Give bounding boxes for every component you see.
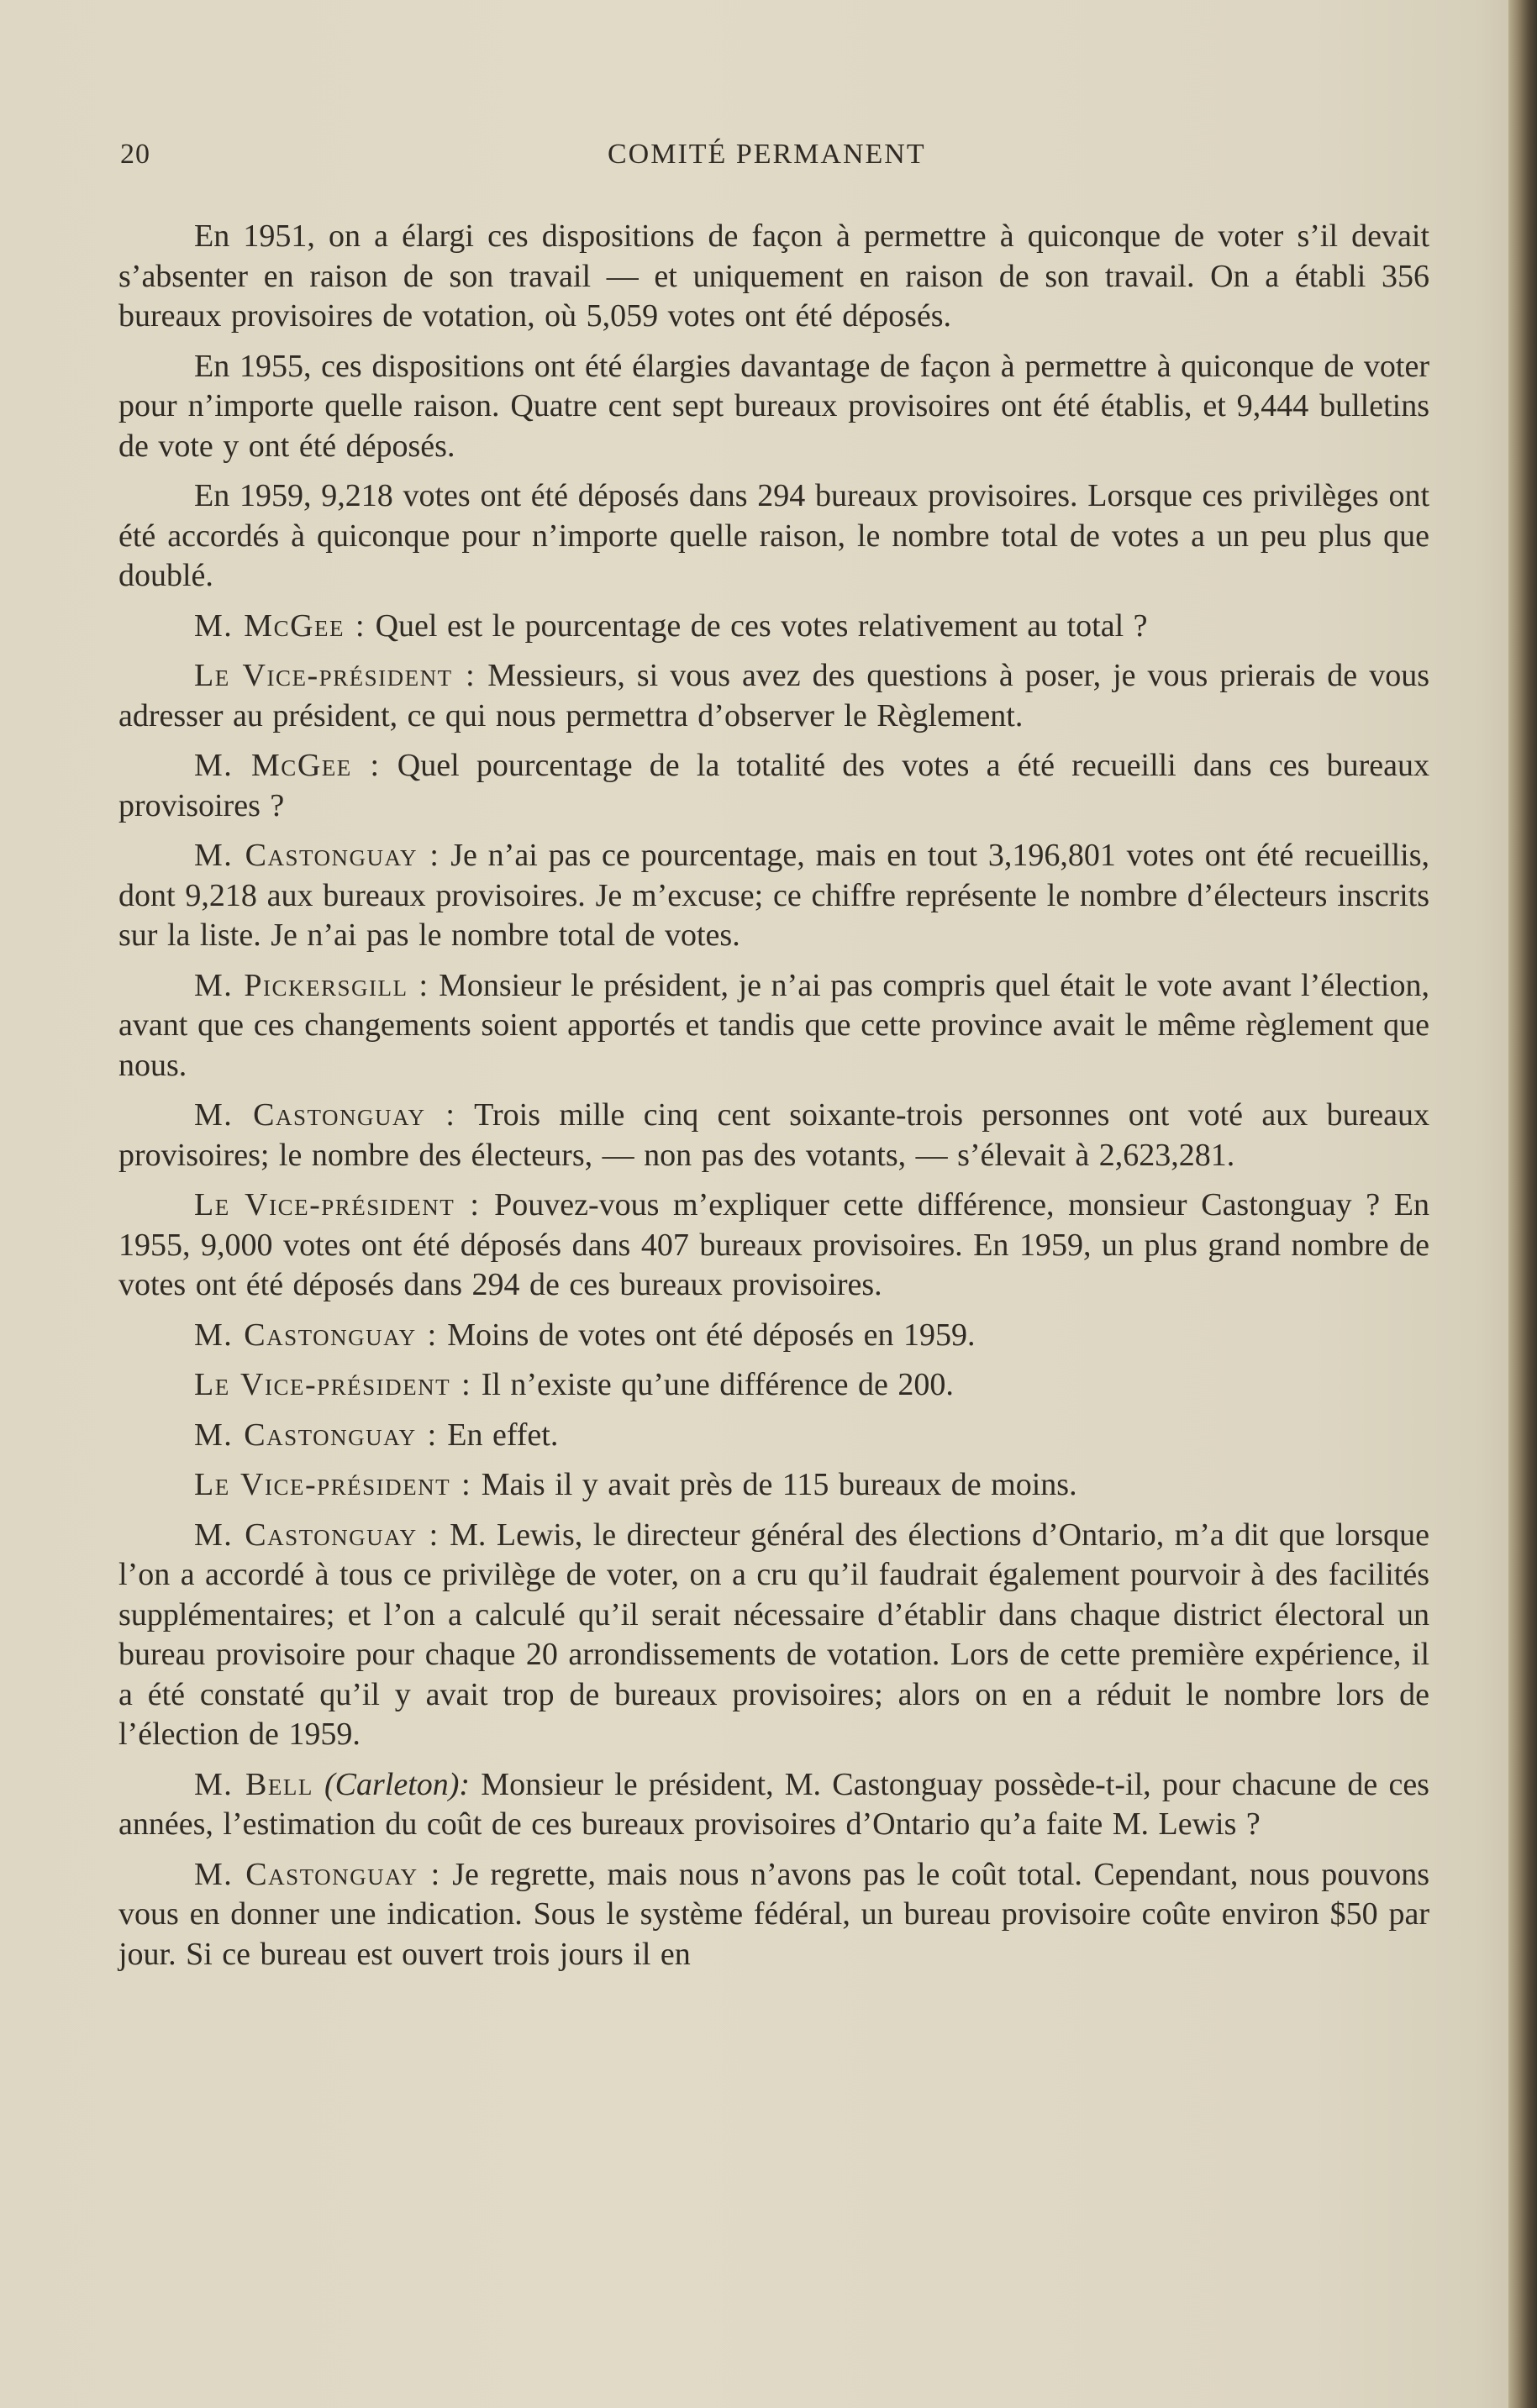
speech-paragraph bbox=[118, 836, 1429, 956]
speaker-name: M. Castonguay : bbox=[194, 1317, 438, 1353]
page-header bbox=[120, 139, 1431, 176]
speech-paragraph bbox=[118, 1186, 1429, 1306]
speaker-name: M. Bell bbox=[194, 1766, 313, 1802]
paragraph-text: En 1955, ces dispositions ont été élargies davantage de façon à permettre à quiconque de voter pour n’importe quelle raison. Quatre cent sept bureaux provisoires ont été établis, et 9,444 bulletins de vote y ont été déposés. bbox=[118, 348, 1429, 464]
paragraph-text: En 1951, on a élargi ces dispositions de façon à permettre à quiconque de voter s’il devait s’absenter en raison de son travail — et uniquement en raison de son travail. On a établi 356 bureaux provisoires de votation, où 5,059 votes ont été déposés. bbox=[118, 218, 1429, 334]
running-title: COMITÉ PERMANENT bbox=[608, 139, 926, 170]
speech-text: Mais il y avait près de 115 bureaux de moins. bbox=[471, 1467, 1077, 1502]
page-body bbox=[118, 217, 1429, 1985]
speech-paragraph bbox=[118, 1316, 1429, 1356]
speech-paragraph bbox=[118, 1855, 1429, 1975]
speaker-riding: (Carleton): bbox=[313, 1766, 471, 1802]
speaker-name: M. Castonguay : bbox=[194, 1417, 438, 1453]
speaker-name: Le Vice-président : bbox=[194, 658, 476, 693]
paragraph bbox=[118, 217, 1429, 337]
book-spine-edge bbox=[1508, 0, 1537, 2408]
paragraph bbox=[118, 347, 1429, 467]
speech-paragraph bbox=[118, 656, 1429, 736]
speech-paragraph bbox=[118, 1416, 1429, 1456]
speech-text: Je n’ai pas ce pourcentage, mais en tout 3,196,801 votes ont été recueillis, dont 9,218 aux bureaux provisoires. Je m’excuse; ce chiffre représente le nombre d’électeurs inscrits sur la liste. Je n’ai pas le nombre total de votes. bbox=[118, 838, 1429, 953]
speech-text: Il n’existe qu’une différence de 200. bbox=[471, 1367, 954, 1402]
page-number: 20 bbox=[120, 139, 150, 170]
speaker-name: Le Vice-président : bbox=[194, 1367, 472, 1402]
speech-text: Moins de votes ont été déposés en 1959. bbox=[437, 1317, 976, 1353]
speaker-name: M. Castonguay : bbox=[194, 1517, 440, 1553]
speech-text: Trois mille cinq cent soixante-trois personnes ont voté aux bureaux provisoires; le nombre des électeurs, — non pas des votants, — s’élevait à 2,623,281. bbox=[118, 1097, 1429, 1173]
speech-text: Messieurs, si vous avez des questions à poser, je vous prierais de vous adresser au président, ce qui nous permettra d’observer le Règlement. bbox=[118, 658, 1429, 733]
speaker-name: M. McGee : bbox=[194, 748, 381, 783]
speech-paragraph bbox=[118, 1465, 1429, 1506]
speaker-name: M. Castonguay : bbox=[194, 1856, 441, 1892]
speech-text: Quel pourcentage de la totalité des votes a été recueilli dans ces bureaux provisoires ? bbox=[118, 748, 1430, 823]
speech-text: M. Lewis, le directeur général des élections d’Ontario, m’a dit que lorsque l’on a accordé à tous ce privilège de voter, on a cru qu’il faudrait également pourvoir à des facilités supplémentaires; et l’on a calculé qu’il serait nécessaire d’établir dans chaque district électoral un bureau provisoire pour chaque 20 arrondissements de votation. Lors de cette première expérience, il a été constaté qu’il y avait trop de bureaux provisoires; alors on en a réduit le nombre lors de l’élection de 1959. bbox=[118, 1517, 1429, 1752]
speech-text: Je regrette, mais nous n’avons pas le coût total. Cependant, nous pouvons vous en donner une indication. Sous le système fédéral, un bureau provisoire coûte environ $50 par jour. Si ce bureau est ouvert trois jours il en bbox=[118, 1856, 1429, 1972]
speech-text: Monsieur le président, M. Castonguay possède-t-il, pour chacune de ces années, l’estimation du coût de ces bureaux provisoires d’Ontario qu’a faite M. Lewis ? bbox=[118, 1766, 1429, 1842]
speech-paragraph bbox=[118, 1516, 1429, 1755]
speech-paragraph bbox=[118, 1096, 1429, 1175]
speech-paragraph bbox=[118, 1765, 1429, 1845]
speaker-name: M. Castonguay : bbox=[194, 838, 440, 873]
speech-paragraph bbox=[118, 1365, 1429, 1406]
speech-paragraph bbox=[118, 746, 1429, 826]
speaker-name: Le Vice-président : bbox=[194, 1467, 472, 1502]
speech-text: Monsieur le président, je n’ai pas compris quel était le vote avant l’élection, avant que ces changements soient apportés et tandis que cette province avait le même règlement que nous. bbox=[118, 967, 1429, 1083]
speaker-name: Le Vice-président : bbox=[194, 1187, 481, 1222]
speaker-name: M. McGee : bbox=[194, 607, 366, 644]
speaker-name: M. Castonguay : bbox=[194, 1097, 456, 1133]
speech-text: En effet. bbox=[437, 1417, 559, 1453]
paragraph-text: En 1959, 9,218 votes ont été déposés dans 294 bureaux provisoires. Lorsque ces privilèges ont été accordés à quiconque pour n’importe quelle raison, le nombre total de votes a un peu plus que doublé. bbox=[118, 478, 1429, 593]
speech-paragraph bbox=[118, 966, 1429, 1086]
speaker-name: M. Pickersgill : bbox=[194, 967, 429, 1003]
speech-text: Quel est le pourcentage de ces votes relativement au total ? bbox=[366, 607, 1148, 644]
speech-paragraph bbox=[118, 607, 1429, 647]
speech-text: Pouvez-vous m’expliquer cette différence, monsieur Castonguay ? En 1955, 9,000 votes ont été déposés dans 407 bureaux provisoires. En 1959, un plus grand nombre de votes ont été déposés dans 294 de ces bureaux provisoires. bbox=[118, 1187, 1429, 1302]
paragraph bbox=[118, 476, 1429, 597]
